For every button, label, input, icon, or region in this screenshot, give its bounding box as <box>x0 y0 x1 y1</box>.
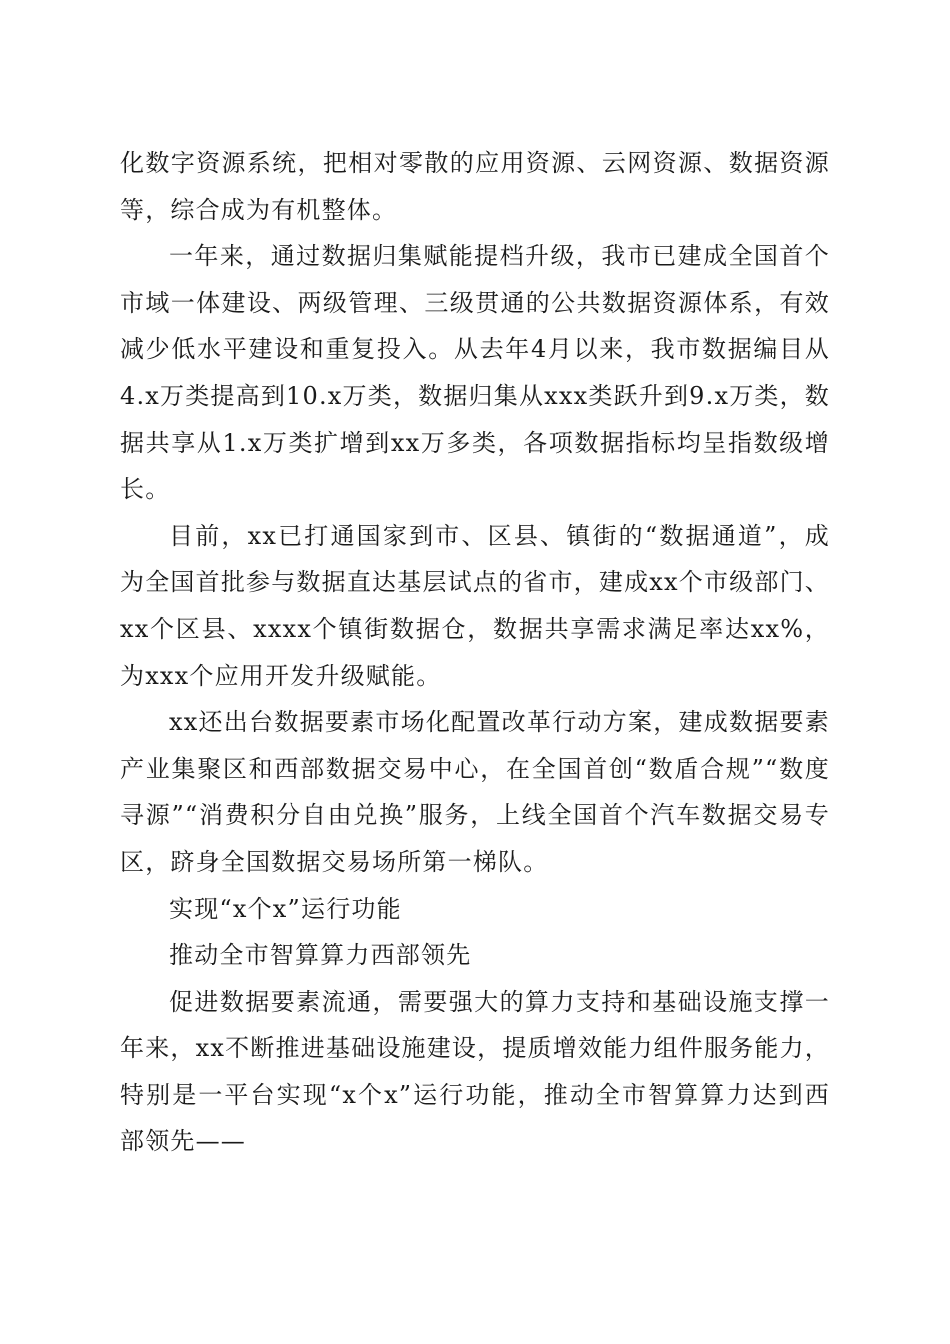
section-heading-function: 实现“x个x”运行功能 <box>169 894 402 923</box>
document-body <box>120 140 830 1165</box>
section-heading-computing: 推动全市智算算力西部领先 <box>169 941 472 970</box>
paragraph-infrastructure: 促进数据要素流通，需要强大的算力支持和基础设施支撑一年来，xx不断推进基础设施建设，提质增效能力组件服务能力，特别是一平台实现“x个x”运行功能，推动全市智算算力达到西部领先—— <box>120 987 830 1156</box>
paragraph-data-channel: 目前，xx已打通国家到市、区县、镇街的“数据通道”，成为全国首批参与数据直达基层试点的省市，建成xx个市级部门、xx个区县、xxxx个镇街数据仓，数据共享需求满足率达xx%，为xxx个应用开发升级赋能。 <box>120 521 830 690</box>
paragraph-market-reform: xx还出台数据要素市场化配置改革行动方案，建成数据要素产业集聚区和西部数据交易中心，在全国首创“数盾合规”“数度寻源”“消费积分自由兑换”服务，上线全国首个汽车数据交易专区，跻身全国数据交易场所第一梯队。 <box>120 708 830 876</box>
paragraph-data-aggregation: 一年来，通过数据归集赋能提档升级，我市已建成全国首个市域一体建设、两级管理、三级贯通的公共数据资源体系，有效减少低水平建设和重复投入。从去年4月以来，我市数据编目从4.x万类提高到10.x万类，数据归集从xxx类跃升到9.x万类，数据共享从1.x万类扩增到xx万多类，各项数据指标均呈指数级增长。 <box>120 242 830 504</box>
paragraph-continuation: 化数字资源系统，把相对零散的应用资源、云网资源、数据资源等，综合成为有机整体。 <box>120 149 830 224</box>
